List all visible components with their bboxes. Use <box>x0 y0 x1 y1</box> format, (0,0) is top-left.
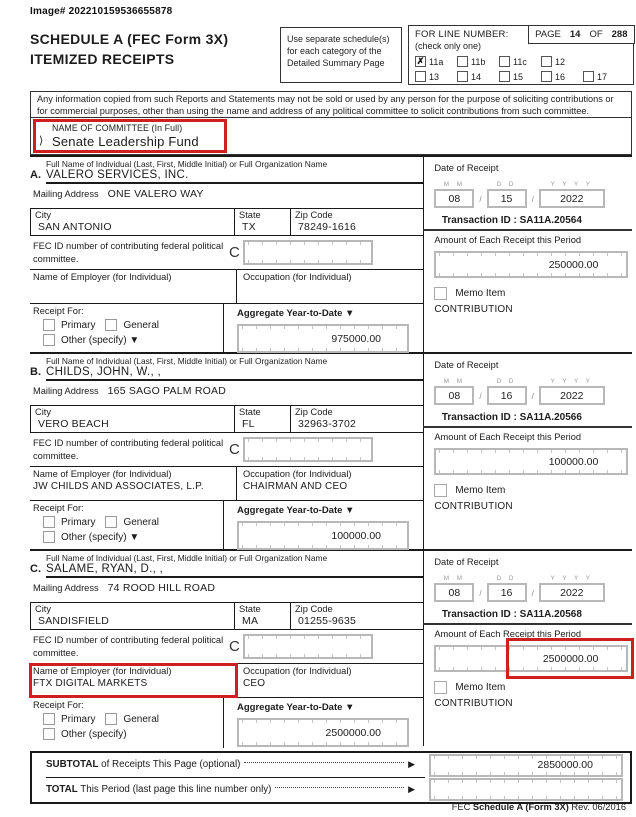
amount-value: 2500000.00 <box>542 652 599 665</box>
employer-value: FTX DIGITAL MARKETS <box>33 678 148 689</box>
aggregate-value: 975000.00 <box>331 332 381 345</box>
general-label: General <box>123 713 160 725</box>
separate-schedule-note: Use separate schedule(s) for each category of the Detailed Summary Page <box>280 27 402 83</box>
checkbox-12-icon <box>541 56 552 67</box>
checkbox-17-icon <box>583 71 594 82</box>
zip-value: 78249-1616 <box>298 221 357 233</box>
fec-id-label: FEC ID number of contributing federal political committee. <box>33 438 224 461</box>
primary-checkbox-icon <box>43 516 55 528</box>
zip-cell: Zip Code 01255-9635 <box>291 603 423 629</box>
date-separator: / <box>479 392 482 401</box>
city-value: VERO BEACH <box>38 418 109 430</box>
fec-id-field <box>243 634 373 659</box>
primary-label: Primary <box>61 319 96 331</box>
occupation-label: Occupation (for Individual) <box>243 469 352 479</box>
year-header: Y Y Y Y <box>550 378 593 385</box>
year-value: 2022 <box>539 189 605 208</box>
entry-letter: A. <box>30 169 41 181</box>
mailing-address-value: ONE VALERO WAY <box>107 188 204 200</box>
line-option-11c: 11c <box>499 54 541 69</box>
full-name-label: Full Name of Individual (Last, First, Middle Initial) or Full Organization Name <box>46 553 328 563</box>
employer-label: Name of Employer (for Individual) <box>33 272 172 282</box>
state-value: TX <box>242 221 256 233</box>
primary-label: Primary <box>61 713 96 725</box>
arrow-right-icon: ▶ <box>408 784 415 795</box>
zip-cell: Zip Code 32963-3702 <box>291 406 423 432</box>
occupation-value: CHAIRMAN AND CEO <box>243 481 348 492</box>
mailing-address-row <box>30 576 423 603</box>
state-value: FL <box>242 418 255 430</box>
form-title: SCHEDULE A (FEC Form 3X) <box>30 31 229 47</box>
day-header: D D <box>496 575 517 582</box>
fec-id-row <box>30 630 423 664</box>
date-of-receipt-label: Date of Receipt <box>434 360 499 370</box>
employer-occupation-row <box>30 664 423 698</box>
checkbox-16-icon <box>541 71 552 82</box>
aggregate-label: Aggregate Year-to-Date ▼ <box>237 308 355 319</box>
aggregate-field <box>237 718 409 747</box>
page-number: 14 <box>569 28 581 40</box>
state-value: MA <box>242 615 259 627</box>
totals-section <box>30 751 632 804</box>
fec-id-label: FEC ID number of contributing federal political committee. <box>33 635 224 658</box>
date-of-receipt-label: Date of Receipt <box>434 163 499 173</box>
line-option-13: 13 <box>415 69 457 84</box>
line-option-11a: ✗ 11a <box>416 56 444 67</box>
receipt-for-cell <box>30 501 224 551</box>
primary-label: Primary <box>61 516 96 528</box>
general-label: General <box>123 516 160 528</box>
full-name-row <box>30 551 423 576</box>
transaction-id-value: SA11A.20566 <box>519 412 582 423</box>
other-label: Other (specify) ▼ <box>61 531 140 543</box>
aggregate-label: Aggregate Year-to-Date ▼ <box>237 505 355 516</box>
primary-checkbox-icon <box>43 319 55 331</box>
line-option-16: 16 <box>541 69 583 84</box>
date-separator: / <box>531 392 534 401</box>
year-header: Y Y Y Y <box>550 575 593 582</box>
receipt-for-label: Receipt For: <box>33 306 84 316</box>
fec-id-field <box>243 437 373 462</box>
contributor-name: SALAME, RYAN, D., , <box>46 563 164 575</box>
arrow-right-icon: ▶ <box>408 759 415 770</box>
entry-right-column <box>424 551 632 746</box>
day-value: 15 <box>487 189 527 208</box>
fec-id-row <box>30 236 423 270</box>
city-state-zip-row <box>30 603 423 630</box>
fec-id-label: FEC ID number of contributing federal political committee. <box>33 241 224 264</box>
page-indicator <box>528 25 634 44</box>
amount-label: Amount of Each Receipt this Period <box>434 432 582 442</box>
occupation-cell <box>237 664 423 697</box>
mailing-address-label: Mailing Address <box>33 386 99 396</box>
subtotal-label: SUBTOTAL <box>46 759 99 771</box>
aggregate-label: Aggregate Year-to-Date ▼ <box>237 702 355 713</box>
month-header: M M <box>443 181 465 188</box>
employer-label: Name of Employer (for Individual) <box>33 666 172 676</box>
dotted-leader <box>244 762 404 763</box>
memo-checkbox-icon <box>434 681 447 694</box>
aggregate-cell <box>224 698 423 748</box>
receipt-entry <box>30 549 632 746</box>
transaction-id-value: SA11A.20564 <box>519 215 582 226</box>
other-checkbox-icon <box>43 531 55 543</box>
city-state-zip-row <box>30 209 423 236</box>
receipt-type: CONTRIBUTION <box>434 698 513 709</box>
mailing-address-row <box>30 182 423 209</box>
date-separator: / <box>479 589 482 598</box>
date-of-receipt-fields <box>434 378 632 405</box>
line-option-14: 14 <box>457 69 499 84</box>
entry-left-column <box>30 551 424 746</box>
city-value: SAN ANTONIO <box>38 221 112 233</box>
state-cell: State FL <box>235 406 291 432</box>
aggregate-value: 100000.00 <box>331 529 381 542</box>
receipt-entry <box>30 352 632 549</box>
month-header: M M <box>443 575 465 582</box>
zip-value: 32963-3702 <box>298 418 357 430</box>
line-number-label: FOR LINE NUMBER: <box>415 29 509 40</box>
city-cell: City SAN ANTONIO <box>31 209 235 235</box>
general-checkbox-icon <box>105 319 117 331</box>
entry-letter: B. <box>30 366 41 378</box>
general-checkbox-icon <box>105 516 117 528</box>
receipt-for-row <box>30 501 423 551</box>
amount-label: Amount of Each Receipt this Period <box>434 235 582 245</box>
state-cell: State TX <box>235 209 291 235</box>
occupation-cell <box>237 467 423 500</box>
memo-label: Memo Item <box>455 682 506 693</box>
employer-cell <box>30 467 237 500</box>
fec-id-prefix: C <box>229 638 240 655</box>
employer-label: Name of Employer (for Individual) <box>33 469 172 479</box>
other-label: Other (specify) ▼ <box>61 334 140 346</box>
amount-label: Amount of Each Receipt this Period <box>434 629 582 639</box>
general-label: General <box>123 319 160 331</box>
occupation-label: Occupation (for Individual) <box>243 666 352 676</box>
line-number-box <box>408 25 634 85</box>
subtotal-value: 2850000.00 <box>537 759 593 772</box>
amount-field <box>434 448 628 475</box>
amount-value: 250000.00 <box>548 258 599 271</box>
entry-right-column <box>424 354 632 549</box>
page-label: PAGE <box>535 28 561 40</box>
contributor-name: VALERO SERVICES, INC. <box>46 169 189 181</box>
line-option-17: 17 <box>583 69 607 84</box>
memo-item <box>434 287 632 300</box>
subtotal-field <box>429 754 623 777</box>
checkbox-13-icon <box>415 71 426 82</box>
receipt-for-cell <box>30 698 224 748</box>
mailing-address-row <box>30 379 423 406</box>
disclaimer-text: Any information copied from such Reports and Statements may not be sold or used by any person for the purpose of soliciting contributions or for commercial purposes, other than using the name and address of any political committee to solicit contributions from such committee. <box>30 91 632 118</box>
form-footer: FEC Schedule A (Form 3X) Rev. 06/2016 <box>451 802 626 812</box>
year-value: 2022 <box>539 386 605 405</box>
employer-cell <box>30 270 237 303</box>
zip-cell: Zip Code 78249-1616 <box>291 209 423 235</box>
memo-checkbox-icon <box>434 287 447 300</box>
total-field <box>429 778 623 801</box>
receipt-for-label: Receipt For: <box>33 503 84 513</box>
receipt-for-row <box>30 304 423 354</box>
month-value: 08 <box>434 189 474 208</box>
year-header: Y Y Y Y <box>550 181 593 188</box>
dotted-leader <box>275 787 404 788</box>
receipt-type: CONTRIBUTION <box>434 304 513 315</box>
aggregate-value: 2500000.00 <box>325 726 381 739</box>
image-number: Image# 202210159536655878 <box>30 6 173 17</box>
memo-item <box>434 681 632 694</box>
checkbox-14-icon <box>457 71 468 82</box>
fec-id-field <box>243 240 373 265</box>
memo-label: Memo Item <box>455 288 506 299</box>
aggregate-cell <box>224 304 423 354</box>
entry-left-column <box>30 157 424 352</box>
receipt-entry <box>30 155 632 352</box>
state-cell: State MA <box>235 603 291 629</box>
form-subtitle: ITEMIZED RECEIPTS <box>30 51 175 68</box>
committee-highlight-box <box>33 119 227 153</box>
mailing-address-label: Mailing Address <box>33 189 99 199</box>
entry-left-column <box>30 354 424 549</box>
date-separator: / <box>531 195 534 204</box>
entry-letter: C. <box>30 563 41 575</box>
city-value: SANDISFIELD <box>38 615 110 627</box>
aggregate-cell <box>224 501 423 551</box>
city-state-zip-row <box>30 406 423 433</box>
primary-checkbox-icon <box>43 713 55 725</box>
line-option-12: 12 <box>541 54 565 69</box>
full-name-row <box>30 354 423 379</box>
receipt-for-label: Receipt For: <box>33 700 84 710</box>
memo-label: Memo Item <box>455 485 506 496</box>
checkbox-11b-icon <box>457 56 468 67</box>
date-separator: / <box>531 589 534 598</box>
line-option-15: 15 <box>499 69 541 84</box>
entry-right-column <box>424 157 632 352</box>
date-of-receipt-fields <box>434 575 632 602</box>
amount-value: 100000.00 <box>548 455 599 468</box>
year-value: 2022 <box>539 583 605 602</box>
other-checkbox-icon <box>43 728 55 740</box>
mailing-address-value: 165 SAGO PALM ROAD <box>107 385 227 397</box>
month-value: 08 <box>434 386 474 405</box>
day-header: D D <box>496 181 517 188</box>
of-label: OF <box>589 28 603 40</box>
date-of-receipt-fields <box>434 181 632 208</box>
amount-field <box>434 251 628 278</box>
city-cell: City VERO BEACH <box>31 406 235 432</box>
checkbox-11a-checked-icon: ✗ <box>416 56 425 66</box>
committee-section <box>30 118 632 155</box>
subtotal-row: SUBTOTAL of Receipts This Page (optional) ▶ 2850000.00 <box>32 753 630 778</box>
fec-id-row <box>30 433 423 467</box>
month-value: 08 <box>434 583 474 602</box>
checkbox-11c-icon <box>499 56 510 67</box>
day-header: D D <box>496 378 517 385</box>
date-separator: / <box>479 195 482 204</box>
employer-cell <box>30 664 237 697</box>
mailing-address-value: 74 ROOD HILL ROAD <box>107 582 216 594</box>
memo-item <box>434 484 632 497</box>
chevron-mark: ⟩ <box>39 135 44 147</box>
occupation-label: Occupation (for Individual) <box>243 272 352 282</box>
checkbox-row-1 <box>415 54 633 69</box>
receipt-entries <box>30 155 634 746</box>
day-value: 16 <box>487 583 527 602</box>
total-pages: 288 <box>611 28 628 40</box>
transaction-id-value: SA11A.20568 <box>519 609 582 620</box>
fec-id-prefix: C <box>229 244 240 261</box>
committee-label: NAME OF COMMITTEE (In Full) <box>52 123 183 133</box>
title-block <box>30 25 280 70</box>
amount-field <box>434 645 628 672</box>
other-label: Other (specify) <box>61 728 127 740</box>
transaction-id: Transaction ID : SA11A.20566 <box>423 412 632 428</box>
transaction-id: Transaction ID : SA11A.20564 <box>423 215 632 231</box>
line-number-checkboxes <box>415 54 633 84</box>
full-name-row <box>30 157 423 182</box>
form-header <box>30 25 634 87</box>
other-checkbox-icon <box>43 334 55 346</box>
city-cell: City SANDISFIELD <box>31 603 235 629</box>
receipt-for-cell <box>30 304 224 354</box>
memo-checkbox-icon <box>434 484 447 497</box>
receipt-for-row <box>30 698 423 748</box>
contributor-name: CHILDS, JOHN, W., , <box>46 366 161 378</box>
committee-name: Senate Leadership Fund <box>52 134 199 149</box>
full-name-label: Full Name of Individual (Last, First, Middle Initial) or Full Organization Name <box>46 356 328 366</box>
employer-value: JW CHILDS AND ASSOCIATES, L.P. <box>33 481 204 492</box>
receipt-type: CONTRIBUTION <box>434 501 513 512</box>
total-row: TOTAL This Period (last page this line number only) ▶ <box>32 778 630 803</box>
date-of-receipt-label: Date of Receipt <box>434 557 499 567</box>
line-option-11b: 11b <box>457 54 499 69</box>
full-name-label: Full Name of Individual (Last, First, Middle Initial) or Full Organization Name <box>46 159 328 169</box>
month-header: M M <box>443 378 465 385</box>
transaction-id: Transaction ID : SA11A.20568 <box>423 609 632 625</box>
occupation-cell <box>237 270 423 303</box>
aggregate-field <box>237 521 409 550</box>
occupation-value: CEO <box>243 678 266 689</box>
fec-id-prefix: C <box>229 441 240 458</box>
day-value: 16 <box>487 386 527 405</box>
checkbox-row-2 <box>415 69 633 84</box>
check-only-one-label: (check only one) <box>415 41 482 51</box>
mailing-address-label: Mailing Address <box>33 583 99 593</box>
checkbox-15-icon <box>499 71 510 82</box>
total-label: TOTAL <box>46 784 78 796</box>
general-checkbox-icon <box>105 713 117 725</box>
employer-occupation-row <box>30 270 423 304</box>
employer-occupation-row <box>30 467 423 501</box>
aggregate-field <box>237 324 409 353</box>
zip-value: 01255-9635 <box>298 615 357 627</box>
